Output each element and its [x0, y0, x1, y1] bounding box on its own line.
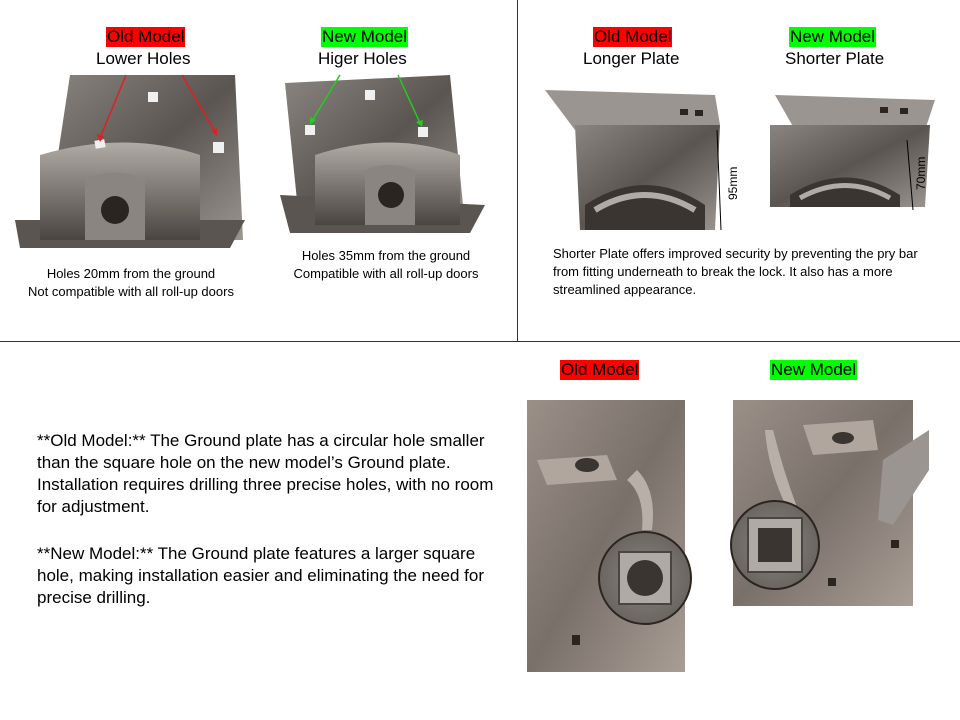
old-model-tag-ground: Old Model	[561, 360, 639, 379]
old-holes-caption-1: Holes 20mm from the ground	[46, 266, 216, 281]
longer-plate-dimension: 95mm	[726, 166, 740, 200]
new-model-tag-plate: New Model	[790, 27, 876, 46]
horizontal-divider	[0, 341, 960, 342]
new-ground-plate-photo	[733, 400, 929, 606]
vertical-divider	[517, 0, 518, 341]
old-bracket-photo	[15, 70, 245, 250]
old-holes-caption-2: Not compatible with all roll-up doors	[28, 284, 234, 299]
lower-holes-label: Lower Holes	[96, 49, 191, 68]
higher-holes-label: Higer Holes	[318, 49, 407, 68]
longer-plate-dimension-line	[715, 130, 725, 230]
shorter-plate-dimension: 70mm	[914, 156, 928, 190]
longer-plate-label: Longer Plate	[583, 49, 680, 68]
new-model-paragraph: **New Model:** The Ground plate features a larger square hole, making installation easier and eliminating the need for precise drilling.	[37, 544, 484, 607]
plate-description: Shorter Plate offers improved security by preventing the pry bar from fitting underneath to break the lock. It also has a more streamlined appearance.	[553, 246, 918, 297]
new-model-tag-ground: New Model	[771, 360, 857, 379]
new-holes-caption-2: Compatible with all roll-up doors	[293, 266, 479, 281]
old-model-tag-holes: Old Model	[107, 27, 185, 46]
new-holes-caption-1: Holes 35mm from the ground	[301, 248, 471, 263]
old-ground-plate-photo	[527, 400, 685, 672]
old-model-tag-plate: Old Model	[594, 27, 672, 46]
new-bracket-photo	[280, 75, 485, 235]
shorter-plate-label: Shorter Plate	[785, 49, 885, 68]
new-model-tag-holes: New Model	[322, 27, 408, 46]
longer-plate-photo	[545, 85, 725, 235]
old-model-paragraph: **Old Model:** The Ground plate has a circular hole smaller than the square hole on the new model’s Ground plate. Installation requires drilling three precise holes, with no room for adjustment.	[37, 431, 494, 516]
